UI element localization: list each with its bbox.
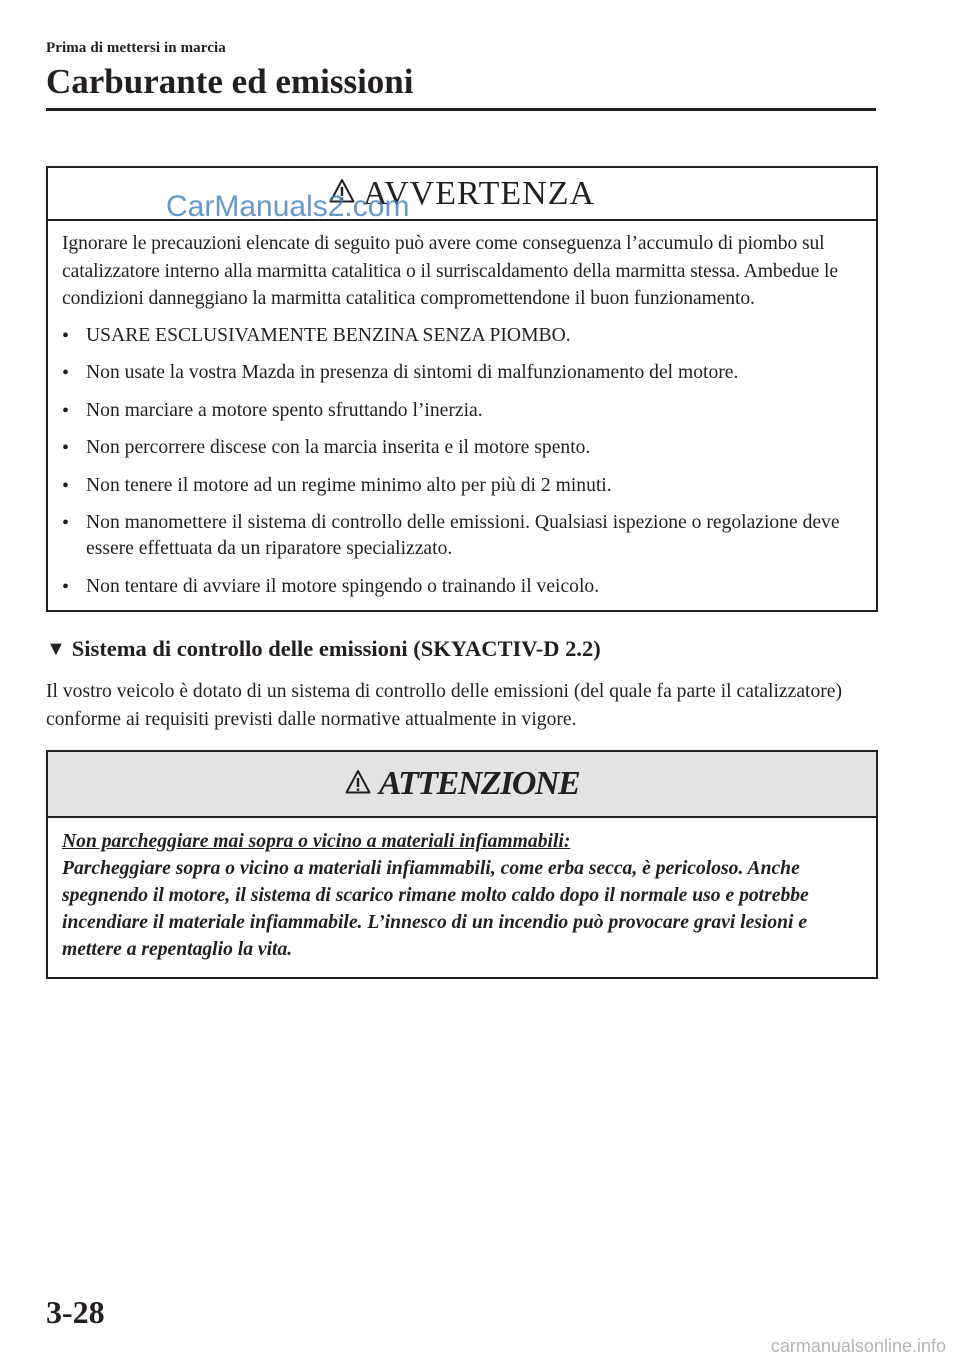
caution-header: [48, 752, 876, 818]
footer-watermark: carmanualsonline.info: [770, 1336, 946, 1356]
caution-title: ATTENZIONE: [378, 765, 580, 802]
caution-text: Parcheggiare sopra o vicino a materiali infiammabili, come erba secca, è pericoloso. Anche spegnendo il motore, il sistema di scarico rimane molto caldo dopo il normale uso e potrebbe incendiare il materiale infiammabile. L’innesco di un incendio può provocare gravi lesioni e mettere a repentaglio la vita.: [62, 858, 809, 960]
warning-box: [46, 166, 878, 612]
caution-subtitle: Non parcheggiare mai sopra o vicino a materiali infiammabili:: [62, 831, 571, 852]
list-item: • USARE ESCLUSIVAMENTE BENZINA SENZA PIOMBO.: [62, 323, 862, 349]
caution-box: [46, 750, 878, 979]
list-item: • Non manomettere il sistema di controllo delle emissioni. Qualsiasi ispezione o regolazione deve essere effettuata da un riparatore specializzato.: [62, 510, 862, 562]
caution-body: [48, 818, 876, 977]
warning-title: AVVERTENZA: [362, 174, 596, 212]
list-item: • Non percorrere discese con la marcia inserita e il motore spento.: [62, 435, 862, 461]
page-title: Carburante ed emissioni: [46, 62, 414, 101]
list-item: • Non tentare di avviare il motore spingendo o trainando il veicolo.: [62, 574, 862, 600]
watermark: CarManuals2.com: [166, 190, 410, 223]
list-item: • Non usate la vostra Mazda in presenza di sintomi di malfunzionamento del motore.: [62, 360, 862, 386]
title-divider: [46, 108, 876, 111]
section-heading: [46, 636, 601, 662]
breadcrumb: Prima di mettersi in marcia: [46, 40, 226, 56]
warning-list: [62, 323, 862, 600]
warning-triangle-icon: [345, 769, 371, 800]
warning-body: [48, 221, 876, 610]
warning-intro: Ignorare le precauzioni elencate di seguito può avere come conseguenza l’accumulo di piombo sul catalizzatore interno alla marmitta catalitica o il surriscaldamento della marmitta stessa. Ambedue le condizioni danneggiano la marmitta catalitica compromettendone il buon funzionamento.: [62, 233, 838, 309]
section-heading-text: Sistema di controllo delle emissioni (SKYACTIV-D 2.2): [71, 636, 601, 661]
section-paragraph: Il vostro veicolo è dotato di un sistema di controllo delle emissioni (del quale fa parte il catalizzatore) conforme ai requisiti previsti dalle normative attualmente in vigore.: [46, 681, 843, 730]
list-item: • Non tenere il motore ad un regime minimo alto per più di 2 minuti.: [62, 473, 862, 499]
triangle-down-icon: ▼: [46, 637, 66, 660]
page-number: 3-28: [46, 1294, 105, 1330]
list-item: • Non marciare a motore spento sfruttando l’inerzia.: [62, 398, 862, 424]
